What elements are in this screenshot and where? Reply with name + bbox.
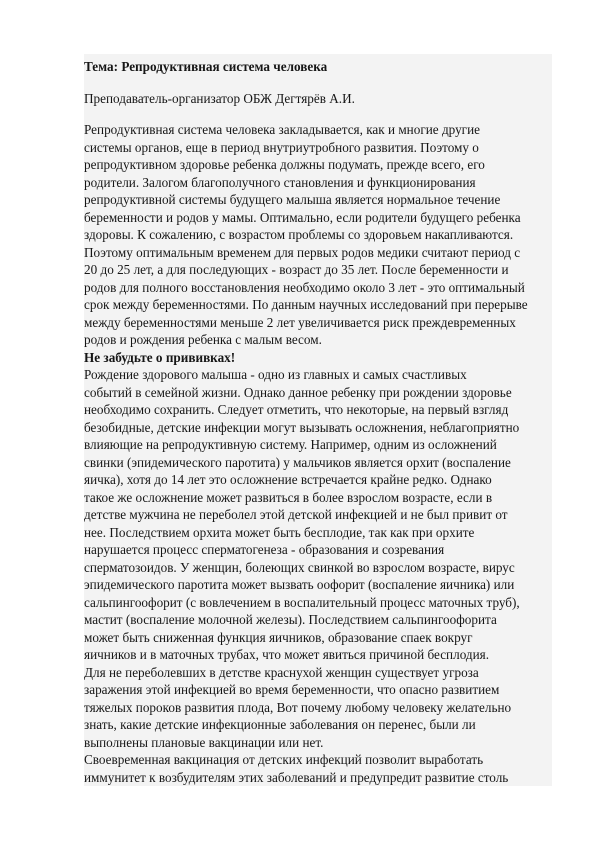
paragraph-rubella: Для не переболевших в детстве краснухой женщин существует угроза заражения этой инфекцией во время беременности, что опасно развитием тяжелых пороков развития плода, Вот почему любому человеку желательно знать, какие детские инфекционные заболевания он перенес, были ли выполнены плановые вакцинации или нет. — [84, 664, 512, 750]
document-body — [84, 54, 552, 786]
paragraph-vaccination: Своевременная вакцинация от детских инфекций позволит выработать иммунитет к возбудителям этих заболеваний и предупредит развитие столь — [84, 752, 509, 785]
document-title: Тема: Репродуктивная система человека — [84, 59, 328, 74]
author-line: Преподаватель-организатор ОБЖ Дегтярёв А.И. — [84, 90, 355, 106]
paragraph-infections: Рождение здорового малыша - одно из главных и самых счастливых событий в семейной жизни. Однако данное ребенку при рождении здоровье необходимо сохранить. Следует отметить, что некоторые, на первый взгляд безобидные, детские инфекции могут вызывать осложнения, неблагоприятно влияющие на репродуктивную систему. Например, одним из осложнений свинки (эпидемического паротита) у мальчиков является орхит (воспаление яичка), хотя до 14 лет это осложнение встречается крайне редко. Однако такое же осложнение может развиться в более взрослом возрасте, если в детстве мужчина не переболел этой детской инфекцией и не был привит от нее. Последствием орхита может быть бесплодие, так как при орхите нарушается процесс сперматогенеза - образования и созревания сперматозоидов. У женщин, болеющих свинкой во взрослом возрасте, вирус эпидемического паротита может вызвать оофорит (воспаление яичника) или сальпингоофорит (с вовлечением в воспалительный процесс маточных труб), мастит (воспаление молочной железы). Последствием сальпингоофорита может быть сниженная функция яичников, образование спаек вокруг яичников и в маточных трубах, что может явиться причиной бесплодия. — [84, 367, 520, 662]
section-heading: Не забудьте о прививках! — [84, 349, 236, 365]
paragraph-intro: Репродуктивная система человека закладывается, как и многие другие системы органов, еще в период внутриутробного развития. Поэтому о репродуктивном здоровье ребенка должны подумать, прежде всего, его родители. Залогом благополучного становления и функционирования репродуктивной системы будущего малыша является нормальное течение беременности и родов у мамы. Оптимально, если родители будущего ребенка здоровы. К сожалению, с возрастом проблемы со здоровьем накапливаются. Поэтому оптимальным временем для первых родов медики считают период с 20 до 25 лет, а для последующих - возраст до 35 лет. После беременности и родов для полного восстановления необходимо около 3 лет - это оптимальный срок между беременностями. По данным научных исследований при перерыве между беременностями меньше 2 лет увеличивается риск преждевременных родов и рождения ребенка с малым весом. — [84, 122, 528, 347]
